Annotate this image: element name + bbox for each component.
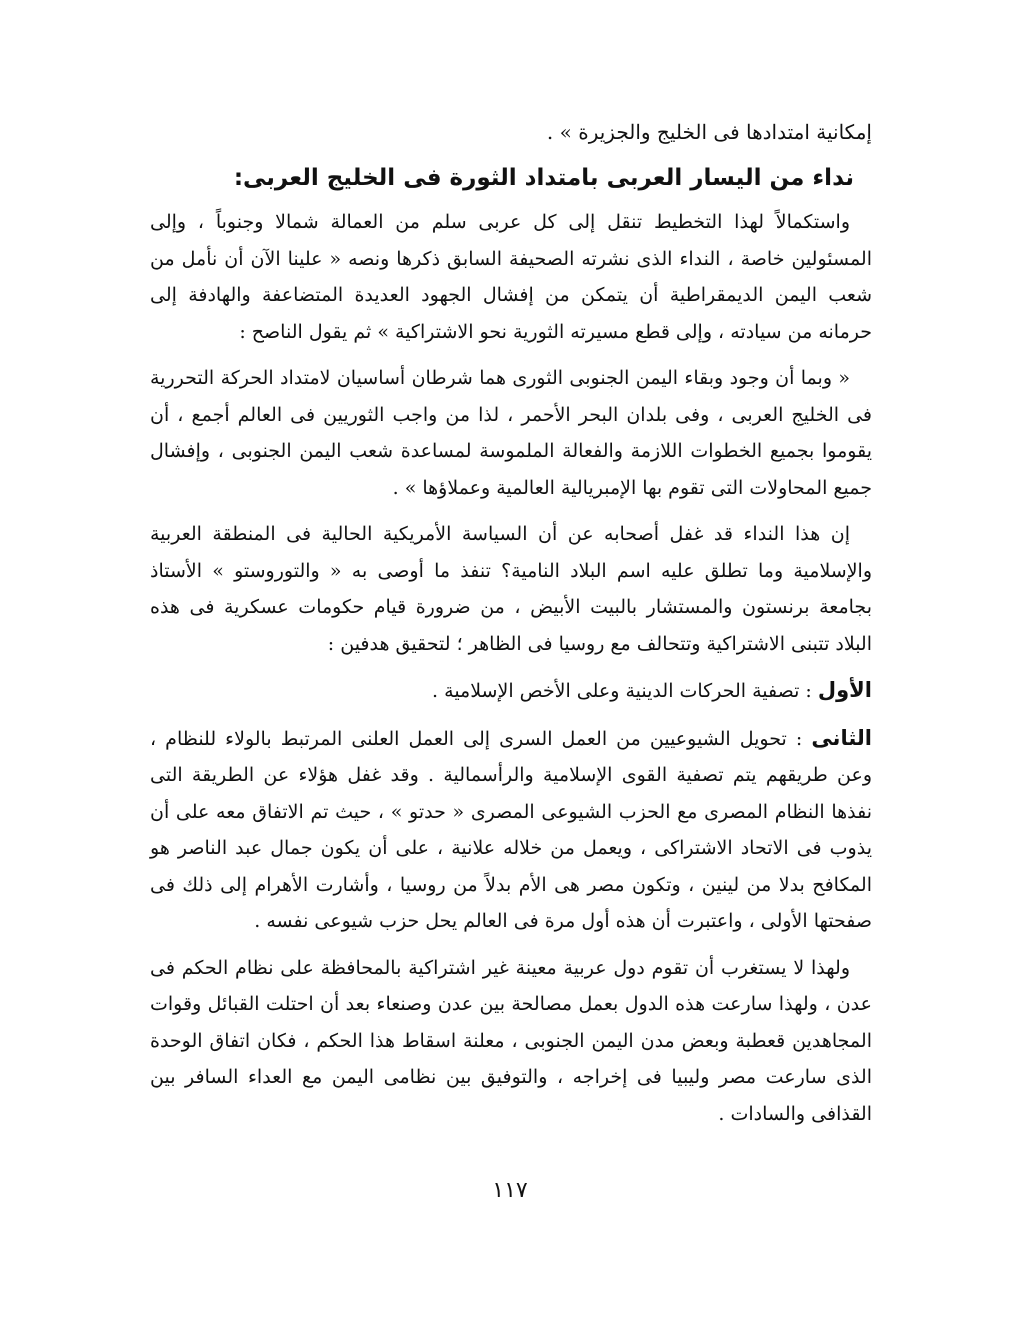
goal-second [150,720,872,940]
paragraph-analysis: إن هذا النداء قد غفل أصحابه عن أن السياسة الأمريكية الحالية فى المنطقة العربية والإسلامية وما تطلق عليه اسم البلاد النامية؟ تنفذ ما أوصى به « والتوروستو » الأستاذ بجامعة برنستون والمستشار بالبيت الأبيض ، من ضرورة قيام حكومات عسكرية فى هذه البلاد تتبنى الاشتراكية وتتحالف مع روسيا فى الظاهر ؛ لتحقيق هدفين : [150,523,872,655]
goal-first-label: الأول [817,678,872,702]
document-page [150,112,872,1142]
goal-first-text: : تصفية الحركات الدينية وعلى الأخص الإسلامية . [432,680,818,702]
goal-second-text: : تحويل الشيوعيين من العمل السرى إلى العمل العلنى المرتبط بالولاء للنظام ، وعن طريقهم يتم تصفية القوى الإسلامية والرأسمالية . وقد غفل هؤلاء عن الطريقة التى نفذها النظام المصرى مع الحزب الشيوعى المصرى « حدتو » ، حيث تم الاتفاق معه على أن يذوب فى الاتحاد الاشتراكى ، ويعمل من خلاله علانية ، على أن يكون جمال عبد الناصر هو المكافح بدلا من لينين ، وتكون مصر هى الأم بدلاً من روسيا ، وأشارت الأهرام إلى ذلك فى صفحتها الأولى ، واعتبرت أن هذه أول مرة فى العالم يحل حزب شيوعى نفسه . [150,727,872,932]
goal-second-label: الثانى [811,725,872,750]
paragraph-intro: واستكمالاً لهذا التخطيط تنقل إلى كل عربى سلم من العمالة شمالا وجنوباً ، وإلى المسئولين خاصة ، النداء الذى نشرته الصحيفة السابق ذكرها ونصه « علينا الآن أن نأمل من شعب اليمن الديمقراطية أن يتمكن من إفشال الجهود العديدة المتضاعفة والهادفة إلى حرمانه من سيادته ، وإلى قطع مسيرته الثورية نحو الاشتراكية » ثم يقول الناصح : [150,211,872,343]
paragraph-quote: « وبما أن وجود وبقاء اليمن الجنوبى الثورى هما شرطان أساسيان لامتداد الحركة التحررية فى الخليج العربى ، وفى بلدان البحر الأحمر ، لذا من واجب الثوريين فى العالم أجمع ، أن يقوموا بجميع الخطوات اللازمة والفعالة الملموسة لمساعدة شعب اليمن الجنوبى ، وإفشال جميع المحاولات التى تقوم بها الإمبريالية العالمية وعملاؤها » . [150,367,872,499]
goal-first [150,672,872,710]
continuation-line: إمكانية امتدادها فى الخليج والجزيرة » . [546,120,872,144]
section-heading: نداء من اليسار العربى بامتداد الثورة فى الخليج العربى: [233,165,854,191]
paragraph-closing: ولهذا لا يستغرب أن تقوم دول عربية معينة غير اشتراكية بالمحافظة على نظام الحكم فى عدن ، ولهذا سارعت هذه الدول بعمل مصالحة بين عدن وصنعاء بعد أن احتلت القبائل وقوات المجاهدين قعطبة وبعض مدن اليمن الجنوبى ، معلنة اسقاط هذا الحكم ، فكان اتفاق الوحدة الذى سارعت مصر وليبيا فى إخراجه ، والتوفيق بين نظامى اليمن مع العداء السافر بين القذافى والسادات . [150,956,872,1125]
page-number: ١١٧ [492,1178,528,1203]
